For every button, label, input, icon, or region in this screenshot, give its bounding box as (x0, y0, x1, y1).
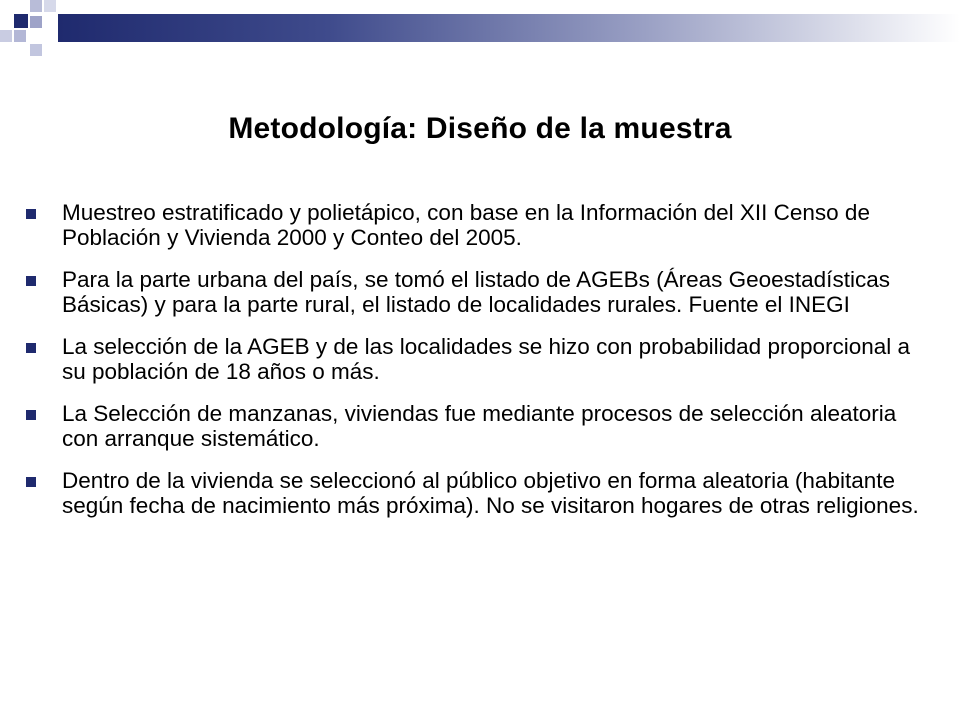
slide-title: Metodología: Diseño de la muestra (228, 112, 732, 145)
bullet-text: Muestreo estratificado y polietápico, con base en la Información del XII Censo de Población y Vivienda 2000 y Conteo del 2005. (62, 200, 870, 250)
bullet-text: Dentro de la vivienda se seleccionó al público objetivo en forma aleatoria (habitante según fecha de nacimiento más próxima). No se visitaron hogares de otras religiones. (62, 468, 919, 518)
decor-square-light (0, 30, 12, 42)
square-bullet-icon (26, 276, 36, 286)
square-bullet-icon (26, 209, 36, 219)
bullet-item (22, 200, 937, 250)
decor-square-light (44, 0, 56, 12)
decor-square-light (30, 0, 42, 12)
bullet-item (22, 401, 937, 451)
decor-square-dark (14, 14, 28, 28)
header-decoration (0, 0, 960, 60)
decor-square-light (30, 16, 42, 28)
bullet-list (22, 200, 937, 535)
square-bullet-icon (26, 410, 36, 420)
square-bullet-icon (26, 343, 36, 353)
bullet-item (22, 468, 937, 518)
bullet-text: La Selección de manzanas, viviendas fue mediante procesos de selección aleatoria con arranque sistemático. (62, 401, 897, 451)
header-gradient-bar (58, 14, 960, 42)
bullet-item (22, 334, 937, 384)
bullet-text: Para la parte urbana del país, se tomó el listado de AGEBs (Áreas Geoestadísticas Básicas) y para la parte rural, el listado de localidades rurales. Fuente el INEGI (62, 267, 890, 317)
bullet-item (22, 267, 937, 317)
square-bullet-icon (26, 477, 36, 487)
bullet-text: La selección de la AGEB y de las localidades se hizo con probabilidad proporcional a su población de 18 años o más. (62, 334, 911, 384)
decor-square-light (30, 44, 42, 56)
decor-square-light (14, 30, 26, 42)
